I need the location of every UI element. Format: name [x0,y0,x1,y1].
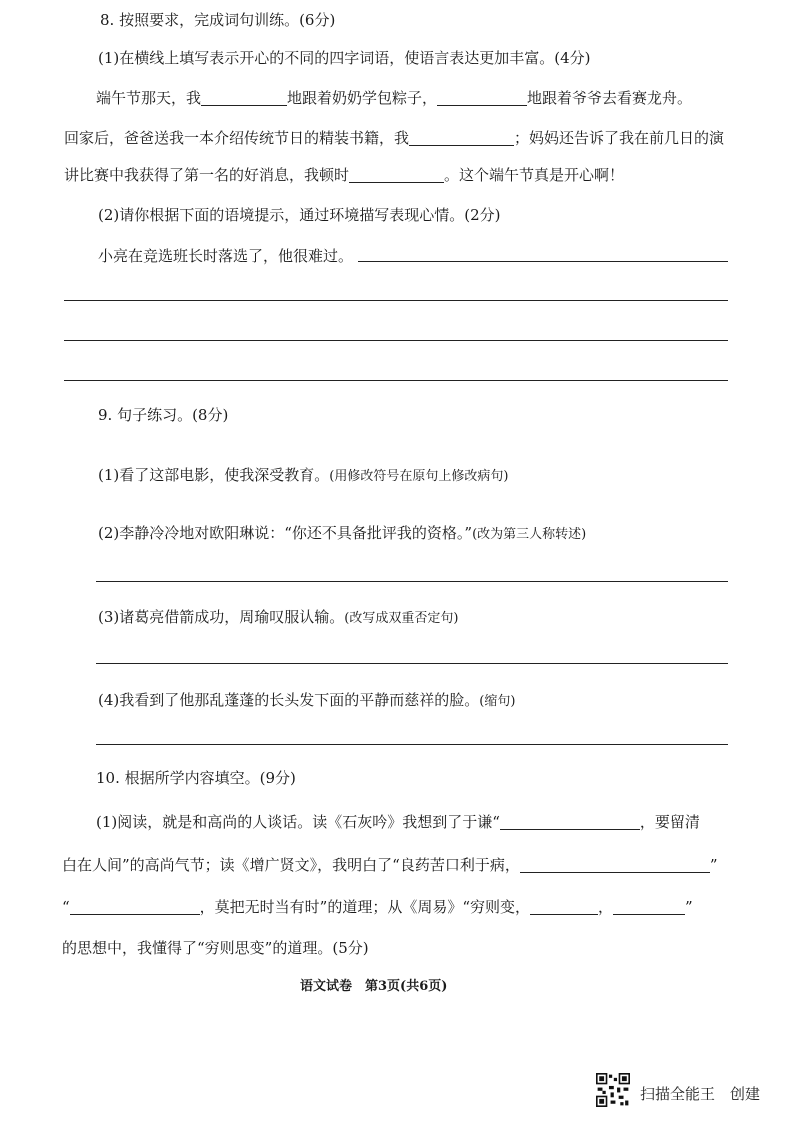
answer-line[interactable] [96,581,728,582]
text: 回家后，爸爸送我一本介绍传统节日的精装书籍，我 [64,129,410,147]
blank-4[interactable] [349,166,444,183]
text: ，要留清 [639,813,700,831]
blank-3[interactable] [409,129,514,146]
q8-part1-line3 [64,165,624,185]
blank-6[interactable] [520,856,710,873]
instruction: (用修改符号在原句上修改病句) [329,469,509,484]
scanner-watermark: 扫描全能王 创建 [640,1085,761,1103]
q8-part1-line2 [64,128,724,148]
text: ” [709,856,718,874]
answer-line[interactable] [64,380,728,381]
blank-2[interactable] [437,89,527,106]
blank-7[interactable] [70,898,200,915]
blank-8[interactable] [530,898,598,915]
page-footer: 语文试卷 第3页(共6页) [300,979,448,994]
instruction: (改为第三人称转述) [472,527,587,542]
sentence: (3)诸葛亮借箭成功，周瑜叹服认输。 [98,608,345,626]
q9-sentence-2 [98,523,586,545]
text: 地跟着奶奶学包粽子， [287,89,438,107]
q10-heading: 10. 根据所学内容填空。(9分) [96,769,296,787]
q10-line4: 的思想中，我懂得了“穷则思变”的道理。(5分) [62,939,369,957]
q8-part2-context: 小亮在竞选班长时落选了，他很难过。 [98,247,354,265]
text: 。这个端午节真是开心啊！ [444,166,625,184]
instruction: (缩句) [479,694,516,709]
q8-heading: 8. 按照要求，完成词句训练。(6分) [100,11,336,29]
text: 端午节那天，我 [96,89,202,107]
blank-1[interactable] [201,89,287,106]
text: 讲比赛中我获得了第一名的好消息，我顿时 [64,166,350,184]
text: (1)阅读，就是和高尚的人谈话。读《石灰吟》我想到了于谦“ [96,813,500,831]
text: “ [62,898,70,916]
qr-code-icon [596,1073,630,1107]
q10-line3 [62,897,693,917]
text: ；妈妈还告诉了我在前几日的演 [514,129,725,147]
q9-heading: 9. 句子练习。(8分) [98,406,229,424]
q9-sentence-4 [98,690,515,712]
answer-line[interactable] [96,744,728,745]
answer-line[interactable] [358,261,728,262]
answer-line[interactable] [64,300,728,301]
sentence: (1)看了这部电影，使我深受教育。 [98,466,330,484]
q9-sentence-1 [98,465,508,487]
q10-line1 [96,812,700,832]
q8-part1-line1 [96,88,692,108]
q10-line2 [62,855,718,875]
blank-9[interactable] [613,898,685,915]
text: ， [598,898,614,916]
q9-sentence-3 [98,607,458,629]
q8-part1-prompt: (1)在横线上填写表示开心的不同的四字词语，使语言表达更加丰富。(4分) [98,49,591,67]
blank-5[interactable] [500,813,640,830]
instruction: (改写成双重否定句) [344,611,459,626]
q8-part2-prompt: (2)请你根据下面的语境提示，通过环境描写表现心情。(2分) [98,206,501,224]
text: 白在人间”的高尚气节；读《增广贤文》，我明白了“良药苦口利于病， [62,856,520,874]
answer-line[interactable] [96,663,728,664]
answer-line[interactable] [64,340,728,341]
text: ，莫把无时当有时”的道理；从《周易》“穷则变， [199,898,531,916]
sentence: (4)我看到了他那乱蓬蓬的长头发下面的平静而慈祥的脸。 [98,691,480,709]
sentence: (2)李静冷冷地对欧阳琳说：“你还不具备批评我的资格。” [98,524,473,542]
text: ” [685,898,693,916]
text: 地跟着爷爷去看赛龙舟。 [527,89,693,107]
